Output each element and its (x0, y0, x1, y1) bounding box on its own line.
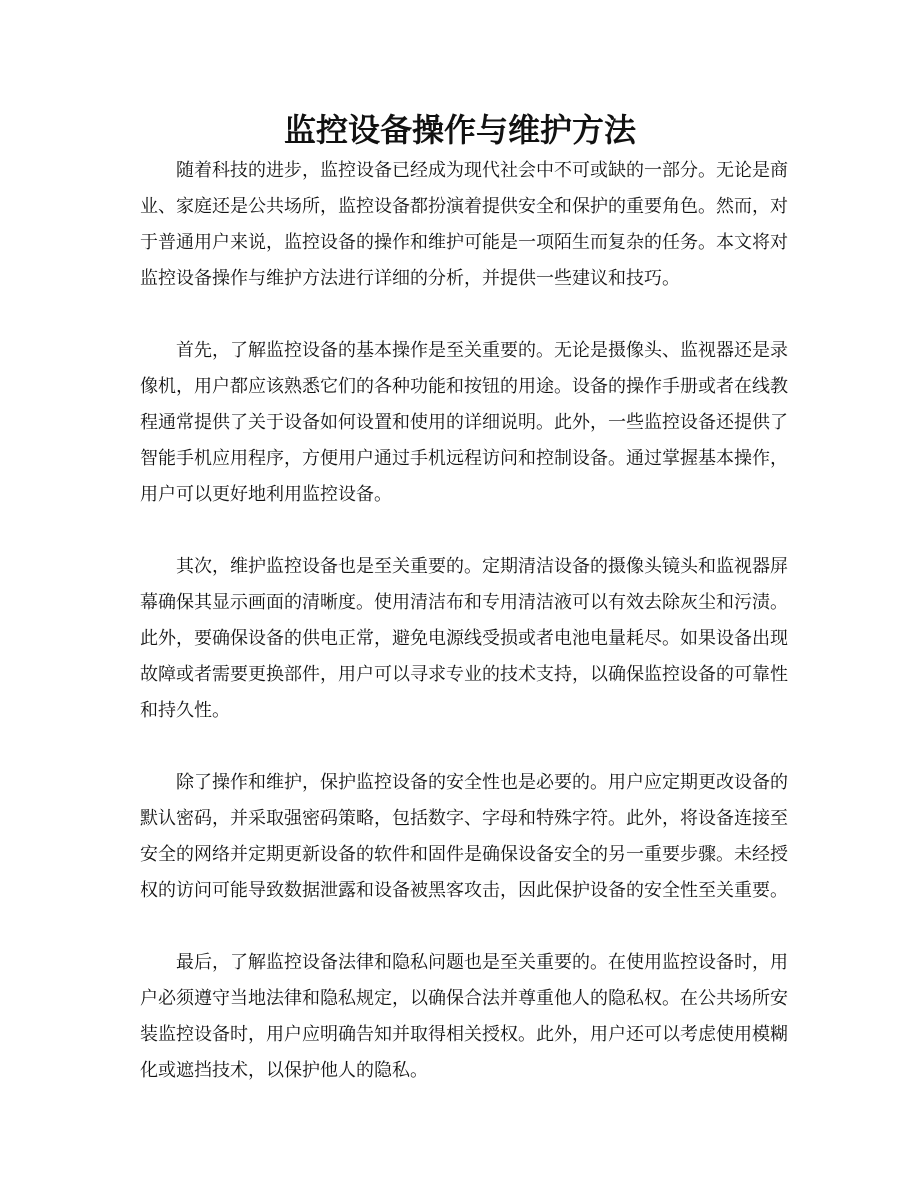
paragraph-line: 默认密码，并采取强密码策略，包括数字、字母和特殊字符。此外，将设备连接至 (140, 808, 788, 829)
paragraph-line: 此外，要确保设备的供电正常，避免电源线受损或者电池电量耗尽。如果设备出现 (140, 628, 788, 649)
paragraph-line: 化或遮挡技术，以保护他人的隐私。 (140, 1060, 428, 1081)
paragraph-line: 除了操作和维护，保护监控设备的安全性也是必要的。用户应定期更改设备的 (176, 772, 788, 793)
paragraph-line: 故障或者需要更换部件，用户可以寻求专业的技术支持，以确保监控设备的可靠性 (140, 664, 788, 685)
paragraph-line: 智能手机应用程序，方便用户通过手机远程访问和控制设备。通过掌握基本操作， (140, 448, 788, 469)
paragraph-line: 监控设备操作与维护方法进行详细的分析，并提供一些建议和技巧。 (140, 268, 680, 289)
paragraph-line: 程通常提供了关于设备如何设置和使用的详细说明。此外，一些监控设备还提供了 (140, 412, 788, 433)
paragraph-line: 和持久性。 (140, 700, 230, 721)
paragraph-line: 其次，维护监控设备也是至关重要的。定期清洁设备的摄像头镜头和监视器屏 (176, 556, 788, 577)
paragraph-line: 户必须遵守当地法律和隐私规定，以确保合法并尊重他人的隐私权。在公共场所安 (140, 988, 788, 1009)
paragraph-line: 首先，了解监控设备的基本操作是至关重要的。无论是摄像头、监视器还是录 (176, 340, 788, 361)
paragraph (140, 549, 788, 729)
paragraph-line: 权的访问可能导致数据泄露和设备被黑客攻击，因此保护设备的安全性至关重要。 (140, 880, 788, 901)
paragraph-line: 用户可以更好地利用监控设备。 (140, 484, 392, 505)
paragraph (140, 333, 788, 513)
paragraph (140, 765, 788, 909)
paragraph-line: 装监控设备时，用户应明确告知并取得相关授权。此外，用户还可以考虑使用模糊 (140, 1024, 788, 1045)
paragraph (140, 945, 788, 1089)
paragraph-line: 像机，用户都应该熟悉它们的各种功能和按钮的用途。设备的操作手册或者在线教 (140, 376, 788, 397)
paragraph (140, 153, 788, 297)
document-title: 监控设备操作与维护方法 (283, 111, 636, 149)
paragraph-line: 幕确保其显示画面的清晰度。使用清洁布和专用清洁液可以有效去除灰尘和污渍。 (140, 592, 788, 613)
paragraph-line: 最后，了解监控设备法律和隐私问题也是至关重要的。在使用监控设备时，用 (176, 952, 788, 973)
paragraph-line: 安全的网络并定期更新设备的软件和固件是确保设备安全的另一重要步骤。未经授 (140, 844, 788, 865)
document-body (140, 153, 788, 1125)
paragraph-line: 于普通用户来说，监控设备的操作和维护可能是一项陌生而复杂的任务。本文将对 (140, 232, 788, 253)
paragraph-line: 随着科技的进步，监控设备已经成为现代社会中不可或缺的一部分。无论是商 (176, 160, 788, 181)
paragraph-line: 业、家庭还是公共场所，监控设备都扮演着提供安全和保护的重要角色。然而，对 (140, 196, 788, 217)
